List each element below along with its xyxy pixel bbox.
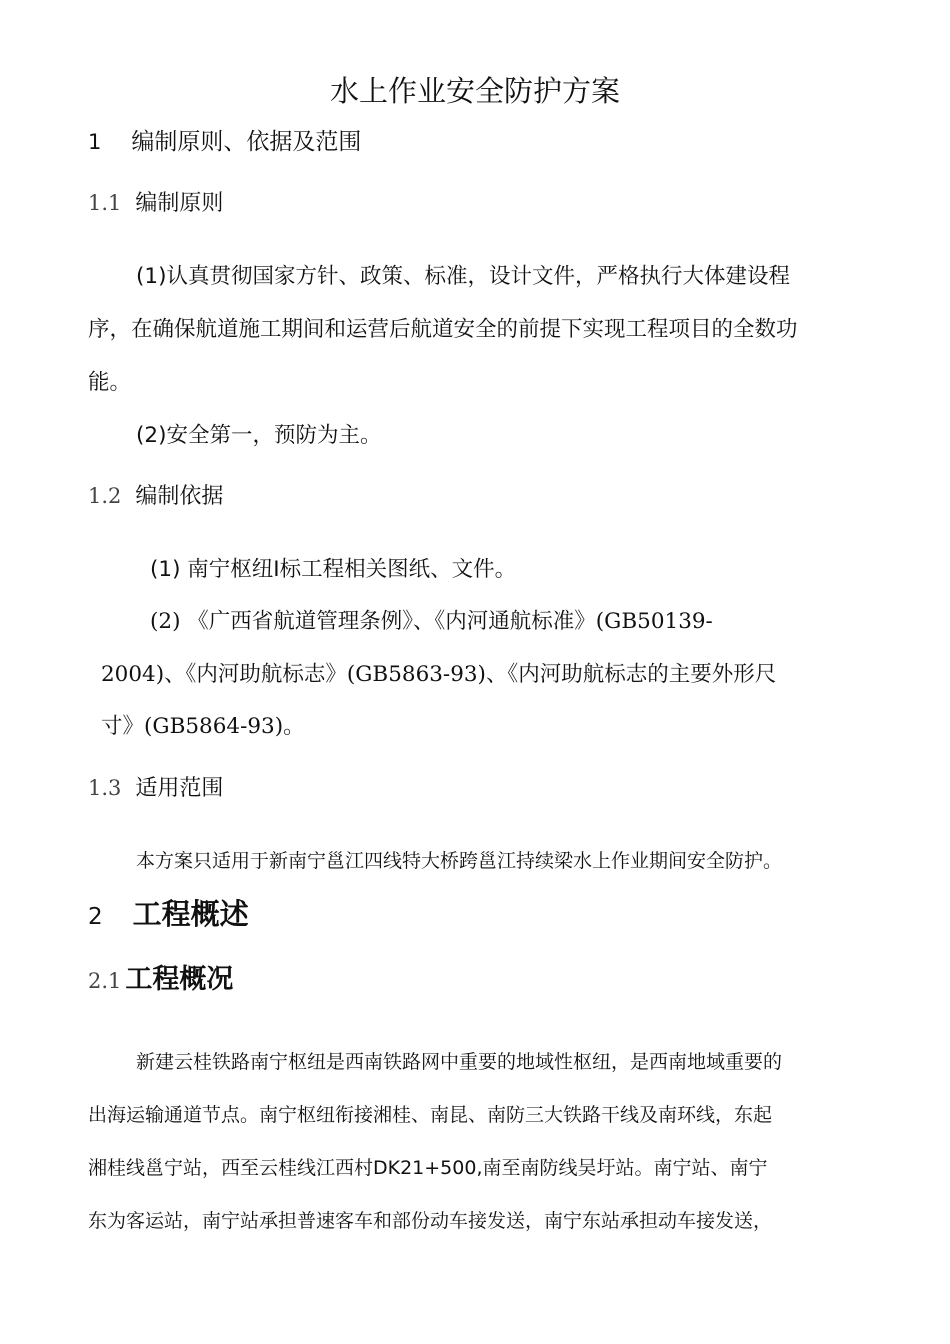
document-title: 水上作业安全防护方案 [329,74,620,108]
paragraph-line: 能。 [88,370,132,395]
subsection-2-1-title: 工程概况 [125,964,234,995]
subsection-1-3-number: 1.3 [88,776,122,800]
subsection-1-2-heading [88,486,223,508]
section-1-number: 1 [88,130,102,154]
section-1-heading [88,131,361,154]
subsection-1-2-number: 1.2 [88,484,122,508]
paragraph-line: 2004)、《内河助航标志》(GB5863-93)、《内河助航标志的主要外形尺 [101,662,777,687]
subsection-1-1-heading [88,193,223,215]
subsection-1-3-heading [88,778,223,800]
subsection-1-1-number: 1.1 [88,191,122,215]
section-2-title: 工程概述 [132,897,249,931]
paragraph-line: (2)安全第一，预防为主。 [136,423,382,448]
section-1-title: 编制原则、依据及范围 [131,129,362,155]
paragraph-line: 新建云桂铁路南宁枢纽是西南铁路网中重要的地域性枢纽，是西南地域重要的 [136,1051,783,1073]
section-2-heading [88,897,249,931]
paragraph-line: (2) 《广西省航道管理条例》、《内河通航标准》(GB50139- [150,609,713,634]
subsection-2-1-number: 2.1 [88,969,122,993]
paragraph-line: 序，在确保航道施工期间和运营后航道安全的前提下实现工程项目的全数功 [88,317,798,342]
subsection-1-1-title: 编制原则 [135,191,224,216]
paragraph-line: 本方案只适用于新南宁邕江四线特大桥跨邕江持续梁水上作业期间安全防护。 [136,850,783,872]
paragraph-line: 出海运输通道节点。南宁枢纽衔接湘桂、南昆、南防三大铁路干线及南环线，东起 [88,1104,773,1126]
subsection-2-1-heading [88,966,233,993]
paragraph-line: (1)认真贯彻国家方针、政策、标准，设计文件，严格执行大体建设程 [136,264,790,289]
paragraph-line: 寸》(GB5864-93)。 [101,714,305,739]
paragraph-line: (1) 南宁枢纽Ⅰ标工程相关图纸、文件。 [150,557,517,582]
subsection-1-2-title: 编制依据 [135,484,224,509]
paragraph-line: 湘桂线邕宁站，西至云桂线江西村DK21+500,南至南防线吴圩站。南宁站、南宁 [88,1157,768,1179]
paragraph-line: 东为客运站，南宁站承担普速客车和部份动车接发送，南宁东站承担动车接发送， [88,1210,773,1232]
section-2-number: 2 [88,904,103,930]
subsection-1-3-title: 适用范围 [135,776,224,801]
